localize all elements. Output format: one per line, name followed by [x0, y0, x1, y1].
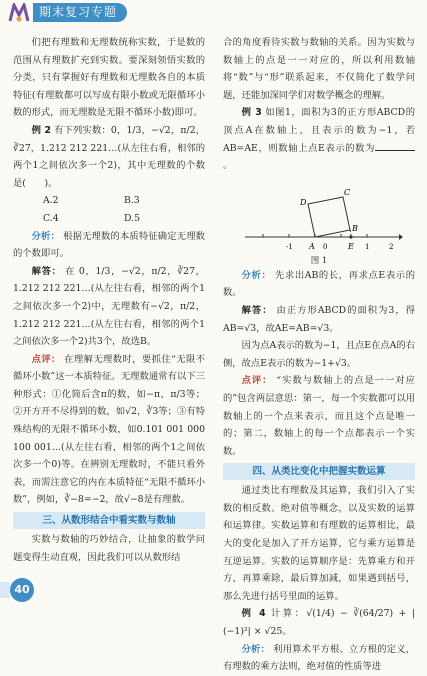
answer-text: 由正方形ABCD的面积为3，得AB=√3，故AE=AB=√3。: [223, 304, 415, 334]
answer-label: 解答：: [31, 265, 62, 277]
section-title-4: 四、从类比变化中把握实数运算: [223, 463, 415, 480]
page-number: 40: [10, 578, 34, 602]
label-b: B: [352, 223, 358, 233]
right-column: [223, 34, 415, 676]
answer: [13, 263, 205, 351]
example-text: 有下列实数：0，1/3，−√2，π/2，∛27，1.212 212 221…(从左往右看，相邻的两个1之间依次多一个2)，其中无理数的个数是( )。: [13, 124, 205, 189]
example-3: 例 3 如图1，面积为3的正方形ABCD的顶点A在数轴上，且表示的数为−1，若AB=AE，则数轴上点E表示的数为。: [223, 107, 415, 172]
left-column: [13, 34, 205, 566]
example-text: 计算：√(1/4) − ∛(64/27) + |(−1)²| × √25。: [223, 608, 415, 638]
analysis-label: 分析：: [241, 269, 272, 281]
note-text: “实数与数轴上的点是一一对应的”包含两层意思：第一，每一个实数都可以用数轴上的一个点来表示，而且这个点是唯一的；第二，数轴上的每一个点都表示一个实数。: [223, 375, 415, 457]
tick-label-2: 2: [389, 242, 394, 251]
example-label: 例 2: [31, 124, 51, 136]
tick-label-neg1: -1: [286, 242, 293, 251]
example-label: 例 3: [241, 107, 262, 119]
answer-continued: 因为点A表示的数为−1，且点E在点A的右侧，故点E表示的数为−1+√3。: [223, 340, 415, 369]
page-number-decoration: [0, 582, 10, 598]
analysis-label: 分析：: [241, 643, 270, 655]
analysis-text: 根据无理数的本质特征确定无理数的个数即可。: [13, 230, 205, 260]
options: [13, 192, 205, 227]
section-title-3: 三、从数形结合中看实数与数轴: [13, 512, 205, 529]
answer-text: 在 0，1/3，−√2，π/2，∛27，1.212 212 221…(从左往右看，相邻的两个1之间依次多一个2)中，无理数有−√2，π/2，1.212 212 221…(从左往右看，相邻的两个1之间依次多一个2)共3个，故选B。: [13, 265, 205, 348]
analysis-label: 分析：: [31, 230, 60, 242]
analysis: [13, 228, 205, 263]
answer: [223, 302, 415, 337]
example-4: [223, 605, 415, 640]
paragraph: 合的角度看待实数与数轴的关系。因为实数与数轴上的点是一一对应的，所以利用数轴将“数”与“形”联系起来，不仅简化了数学问题，还能加深同学们对数学概念的理解。: [223, 37, 415, 101]
example-label: 例 4: [241, 608, 266, 620]
tick-label-0: 0: [323, 242, 328, 251]
header-title: 期末复习专题: [33, 3, 127, 22]
analysis-text: 利用算术平方根、立方根的定义，有理数的乘方法则，绝对值的性质等进: [223, 643, 415, 673]
analysis: [223, 267, 415, 302]
tick-label-1: 1: [365, 242, 370, 251]
label-d: D: [300, 197, 307, 207]
option-d: D.5: [124, 212, 140, 224]
page-header: [0, 0, 427, 26]
figure-1: [223, 175, 415, 267]
figure-caption: 图 1: [310, 255, 328, 266]
label-a: A: [309, 241, 315, 251]
answer-blank: [375, 141, 415, 151]
answer-label: 解答：: [241, 304, 273, 316]
label-c: C: [344, 187, 351, 197]
note-text: 在理解无理数时，要抓住“无限不循环小数”这一本质特征。无理数通常有以下三种形式：①化简后含π的数，如−π，π/3等；②开方开不尽得到的数，如√2，∛3等；③有特殊结构的无限不循环小数，如0.101 001 000 100 001…(从左往右看，相邻的两个1之间依次多一个0)等。在辨别无理数时，不能只看外表，而需注意它的内在本质特征“无限不循环小数”，例如，∛−8=−2，故√−8是有理数。: [13, 353, 205, 506]
option-b: B.3: [124, 195, 140, 207]
note: [223, 372, 415, 460]
note: [13, 351, 205, 509]
analysis: [223, 641, 415, 676]
magazine-logo-icon: [8, 3, 30, 23]
example-2: [13, 122, 205, 192]
note-label: 点评：: [31, 353, 61, 365]
note-label: 点评：: [241, 375, 273, 387]
number-line-diagram: [243, 175, 403, 253]
option-a: A.2: [43, 195, 59, 207]
option-c: C.4: [43, 212, 59, 224]
example-text: 如图1，面积为3的正方形ABCD的顶点A在数轴上，且表示的数为−1，若AB=AE，则数轴上点E表示的数为: [223, 107, 415, 154]
paragraph: 通过类比有理数及其运算，我们引入了实数的相反数、绝对值等概念，以及实数的运算和运算律。实数运算和有理数的运算相比，最大的变化是加入了开方运算，它与乘方运算是互逆运算。实数的运算顺序是：先算乘方和开方，再算乘除，最后算加减，如果遇到括号，那么先进行括号里面的运算。: [223, 485, 415, 602]
label-e: E: [348, 241, 354, 251]
paragraph: 实数与数轴的巧妙结合，让抽象的数学问题变得生动直观，因此我们可以从数形结: [13, 534, 205, 563]
analysis-text: 先求出AB的长，再求点E表示的数。: [223, 269, 415, 299]
paragraph: 们把有理数和无理数统称实数，于是数的范围从有理数扩充到实数。要深刻领悟实数的分类，只有掌握好有理数和无理数各自的本质特征(有理数都可以写成有限小数或无限循环小数的形式，而无理数是无限不循环小数)即可。: [13, 37, 205, 119]
